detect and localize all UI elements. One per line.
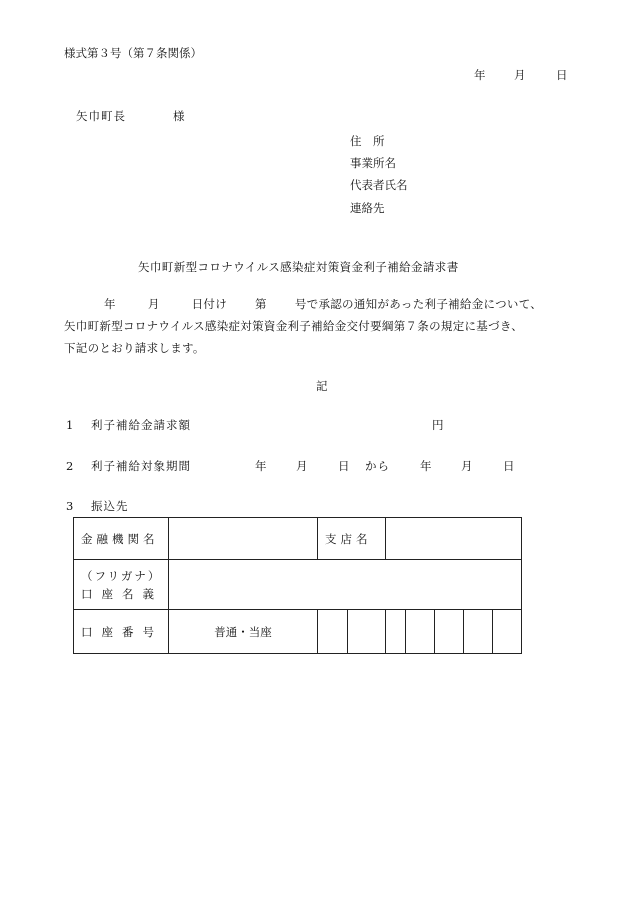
bank-transfer-table	[73, 517, 522, 654]
date-day-label: 日	[556, 68, 568, 82]
branch-label: 支店名	[325, 531, 372, 546]
account-digit-6[interactable]	[464, 610, 493, 654]
item2-label: 利子補給対象期間	[91, 459, 191, 473]
account-type-label: 普通・当座	[214, 624, 272, 639]
body-line-2: 矢巾町新型コロナウイルス感染症対策資金利子補給金交付要綱第７条の規定に基づき、	[64, 319, 524, 333]
item1-unit: 円	[432, 418, 444, 432]
body-month: 月	[147, 297, 160, 311]
account-number-label-cell	[74, 610, 169, 654]
addressee-honorific: 様	[173, 109, 185, 123]
item2-to-day: 日	[503, 459, 515, 473]
body-year: 年	[104, 297, 116, 311]
account-digit-7[interactable]	[493, 610, 522, 654]
item2-kara: から	[365, 459, 390, 473]
account-number-label: 口座番号	[81, 624, 163, 639]
applicant-contact-label: 連絡先	[350, 201, 385, 215]
body-no-prefix: 第	[255, 297, 267, 311]
form-number: 様式第３号（第７条関係）	[64, 46, 202, 60]
account-name-label-cell	[74, 560, 169, 610]
document-title: 矢巾町新型コロナウイルス感染症対策資金利子補給金請求書	[138, 260, 459, 274]
body-day: 日付け	[191, 297, 228, 311]
account-name-value-cell[interactable]	[169, 560, 522, 610]
item3-label: 振込先	[91, 499, 129, 513]
item2-number: 2	[66, 459, 74, 473]
account-digit-2[interactable]	[348, 610, 386, 654]
item2-to-month: 月	[461, 459, 473, 473]
addressee-name: 矢巾町長	[76, 109, 126, 123]
branch-value-cell[interactable]	[386, 518, 522, 560]
account-digit-1[interactable]	[318, 610, 348, 654]
ki-heading: 記	[316, 379, 328, 393]
branch-label-cell	[318, 518, 386, 560]
body-line-3: 下記のとおり請求します。	[64, 341, 205, 355]
item2-to-year: 年	[420, 459, 432, 473]
item1-number: 1	[66, 418, 74, 432]
body-line-1-rest: 号で承認の通知があった利子補給金について、	[294, 297, 543, 311]
item2-from-day: 日	[338, 459, 350, 473]
account-digit-3[interactable]	[386, 610, 406, 654]
account-name-label: 口座名義	[81, 586, 163, 601]
date-year-label: 年	[474, 68, 486, 82]
date-month-label: 月	[514, 68, 526, 82]
item3-number: 3	[66, 499, 74, 513]
applicant-business-label: 事業所名	[350, 156, 396, 170]
institution-value-cell[interactable]	[169, 518, 318, 560]
body-line-1	[64, 293, 584, 315]
item2-from-month: 月	[296, 459, 308, 473]
body-paragraph	[64, 293, 584, 359]
account-digit-4[interactable]	[406, 610, 435, 654]
applicant-address-label: 住 所	[350, 134, 385, 148]
account-type-cell[interactable]	[169, 610, 318, 654]
furigana-label: （フリガナ）	[81, 568, 162, 583]
institution-label: 金融機関名	[81, 531, 159, 546]
item1-label: 利子補給金請求額	[91, 418, 191, 432]
item2-from-year: 年	[255, 459, 267, 473]
account-digit-5[interactable]	[435, 610, 464, 654]
applicant-representative-label: 代表者氏名	[350, 178, 408, 192]
institution-label-cell	[74, 518, 169, 560]
